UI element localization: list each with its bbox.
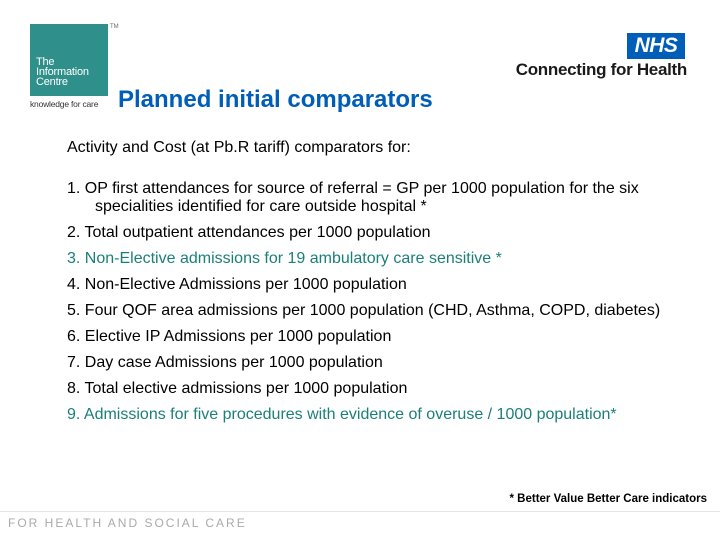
footnote: * Better Value Better Care indicators	[509, 493, 707, 505]
footer-text: FOR HEALTH AND SOCIAL CARE	[8, 516, 247, 530]
logo-tagline: knowledge for care	[30, 99, 99, 109]
comparator-list	[67, 180, 697, 432]
list-item: 7. Day case Admissions per 1000 population	[67, 354, 383, 371]
list-item: 9. Admissions for five procedures with evidence of overuse / 1000 population*	[67, 406, 617, 423]
list-item: 1. OP first attendances for source of referral = GP per 1000 population for the six specialities identified for care outside hospital *	[67, 180, 639, 215]
slide-title: Planned initial comparators	[118, 86, 433, 113]
logo-trademark: TM	[110, 24, 119, 30]
footer-divider	[0, 511, 720, 512]
nhs-subtitle: Connecting for Health	[515, 60, 687, 79]
nhs-logo: NHS	[627, 33, 685, 59]
list-item: 5. Four QOF area admissions per 1000 population (CHD, Asthma, COPD, diabetes)	[67, 302, 661, 319]
list-item: 4. Non-Elective Admissions per 1000 population	[67, 276, 407, 293]
list-item: 3. Non-Elective admissions for 19 ambulatory care sensitive *	[67, 250, 502, 267]
information-centre-logo	[30, 24, 108, 96]
list-item: 8. Total elective admissions per 1000 population	[67, 380, 408, 397]
list-item: 2. Total outpatient attendances per 1000 population	[67, 224, 431, 241]
slide-intro: Activity and Cost (at Pb.R tariff) comparators for:	[67, 139, 411, 156]
logo-text: The Information Centre	[36, 56, 89, 88]
list-item: 6. Elective IP Admissions per 1000 population	[67, 328, 392, 345]
